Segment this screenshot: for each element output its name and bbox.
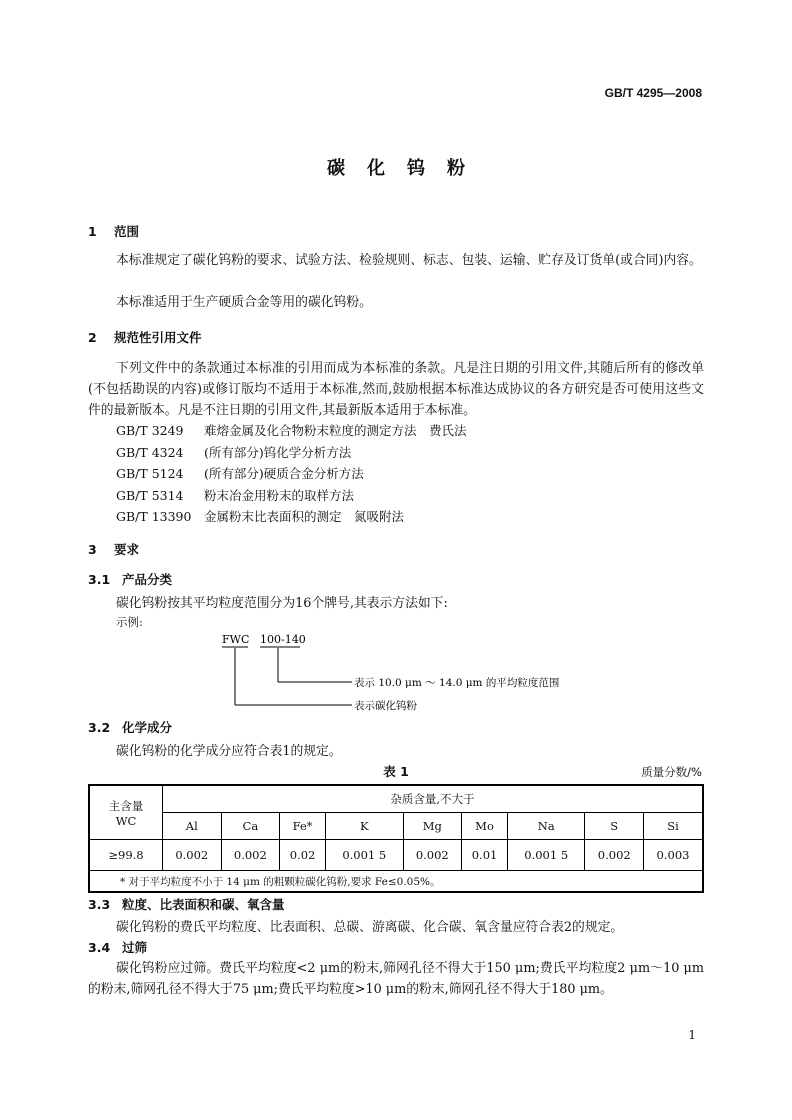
- element-header: Ca: [221, 813, 280, 840]
- reference-text: (所有部分)钨化学分析方法: [204, 445, 352, 460]
- section-1-heading: [88, 222, 139, 240]
- section-1-paragraph-2: 本标准适用于生产硬质合金等用的碳化钨粉。: [116, 295, 372, 310]
- reference-text: (所有部分)硬质合金分析方法: [204, 466, 364, 481]
- section-title: 化学成分: [122, 720, 173, 735]
- element-header: Mg: [403, 813, 462, 840]
- section-3-3-paragraph: 碳化钨粉的费氏平均粒度、比表面积、总碳、游离碳、化合碳、氧含量应符合表2的规定。: [116, 920, 624, 935]
- reference-code: GB/T 5124: [116, 466, 184, 481]
- main-content-header: [89, 785, 163, 840]
- element-header: Mo: [462, 813, 508, 840]
- reference-text: 难熔金属及化合物粉末粒度的测定方法 费氏法: [204, 423, 467, 438]
- element-header: Al: [163, 813, 222, 840]
- main-content-sub: WC: [115, 813, 137, 828]
- impurity-value: 0.002: [163, 840, 222, 871]
- table-note: * 对于平均粒度不小于 14 μm 的粗颗粒碳化钨粉,要求 Fe≤0.05%。: [89, 871, 703, 893]
- section-3-heading: [88, 540, 139, 558]
- standard-number: GB/T 4295—2008: [604, 86, 702, 100]
- section-number: 3.3: [88, 897, 111, 912]
- section-number: 2: [88, 330, 97, 345]
- element-header: Si: [644, 813, 703, 840]
- impurity-value: 0.002: [403, 840, 462, 871]
- element-header: Fe*: [280, 813, 326, 840]
- impurity-value: 0.01: [462, 840, 508, 871]
- diagram-code-description: 表示碳化钨粉: [354, 700, 417, 712]
- section-3-3-heading: [88, 895, 285, 913]
- reference-text: 金属粉末比表面积的测定 氮吸附法: [204, 509, 405, 524]
- reference-code: GB/T 3249: [116, 423, 184, 438]
- page-title: 碳化钨粉: [327, 158, 487, 179]
- table-row: [89, 840, 703, 871]
- impurity-value: 0.001 5: [507, 840, 584, 871]
- section-number: 3.2: [88, 720, 111, 735]
- section-3-2-paragraph: 碳化钨粉的化学成分应符合表1的规定。: [116, 744, 342, 759]
- designation-diagram: [220, 632, 600, 712]
- section-1-paragraph-1: 本标准规定了碳化钨粉的要求、试验方法、检验规则、标志、包装、运输、贮存及订货单(或合同)内容。: [116, 253, 702, 268]
- section-2-paragraph: 下列文件中的条款通过本标准的引用而成为本标准的条款。凡是注日期的引用文件,其随后所有的修改单(不包括勘误的内容)或修订版均不适用于本标准,然而,鼓励根据本标准达成协议的各方研究是否可使用这些文件的最新版本。凡是不注日期的引用文件,其最新版本适用于本标准。: [88, 361, 704, 418]
- section-number: 3.4: [88, 940, 111, 955]
- element-header: Na: [507, 813, 584, 840]
- impurity-value: 0.001 5: [326, 840, 403, 871]
- section-3-4-heading: [88, 938, 147, 956]
- example-label: 示例:: [116, 615, 143, 629]
- section-3-1-heading: [88, 570, 172, 588]
- section-3-2-heading: [88, 718, 172, 736]
- section-2-heading: [88, 328, 202, 346]
- impurity-value: 0.003: [644, 840, 703, 871]
- impurity-value: 0.02: [280, 840, 326, 871]
- reference-code: GB/T 5314: [116, 488, 184, 503]
- element-header: S: [585, 813, 644, 840]
- main-content-value: ≥99.8: [89, 840, 163, 871]
- section-title: 要求: [114, 542, 140, 557]
- reference-code: GB/T 13390: [116, 509, 192, 524]
- section-number: 1: [88, 224, 97, 239]
- reference-item: [116, 464, 364, 482]
- diagram-range: 100-140: [260, 633, 306, 646]
- impurity-value: 0.002: [221, 840, 280, 871]
- reference-text: 粉末冶金用粉末的取样方法: [204, 488, 355, 503]
- impurity-value: 0.002: [585, 840, 644, 871]
- table-note-row: [89, 871, 703, 893]
- element-header-row: [89, 813, 703, 840]
- section-title: 范围: [114, 224, 140, 239]
- section-number: 3.1: [88, 572, 111, 587]
- section-title: 过筛: [122, 940, 148, 955]
- section-title: 粒度、比表面积和碳、氧含量: [122, 897, 285, 912]
- reference-item: [116, 443, 351, 461]
- section-number: 3: [88, 542, 97, 557]
- reference-item: [116, 421, 467, 439]
- table-header-row: [89, 785, 703, 813]
- page-number: 1: [688, 1028, 696, 1042]
- diagram-code: FWC: [222, 633, 250, 646]
- impurity-header: 杂质含量,不大于: [163, 785, 704, 813]
- reference-item: [116, 486, 354, 504]
- main-content-label: 主含量: [108, 798, 144, 813]
- element-header: K: [326, 813, 403, 840]
- table-title: 表 1: [383, 764, 409, 779]
- section-title: 产品分类: [122, 572, 173, 587]
- reference-item: [116, 507, 404, 525]
- section-title: 规范性引用文件: [114, 330, 202, 345]
- section-3-4-paragraph: 碳化钨粉应过筛。费氏平均粒度<2 μm的粉末,筛网孔径不得大于150 μm;费氏平均粒度2 μm～10 μm的粉末,筛网孔径不得大于75 μm;费氏平均粒度>10 μm的粉末,筛网孔径不得大于180 μm。: [88, 961, 704, 997]
- section-3-1-paragraph: 碳化钨粉按其平均粒度范围分为16个牌号,其表示方法如下:: [116, 596, 448, 611]
- chemical-composition-table: [88, 784, 704, 893]
- table-unit: 质量分数/%: [641, 765, 702, 779]
- reference-code: GB/T 4324: [116, 445, 184, 460]
- diagram-range-description: 表示 10.0 μm ～ 14.0 μm 的平均粒度范围: [354, 677, 560, 689]
